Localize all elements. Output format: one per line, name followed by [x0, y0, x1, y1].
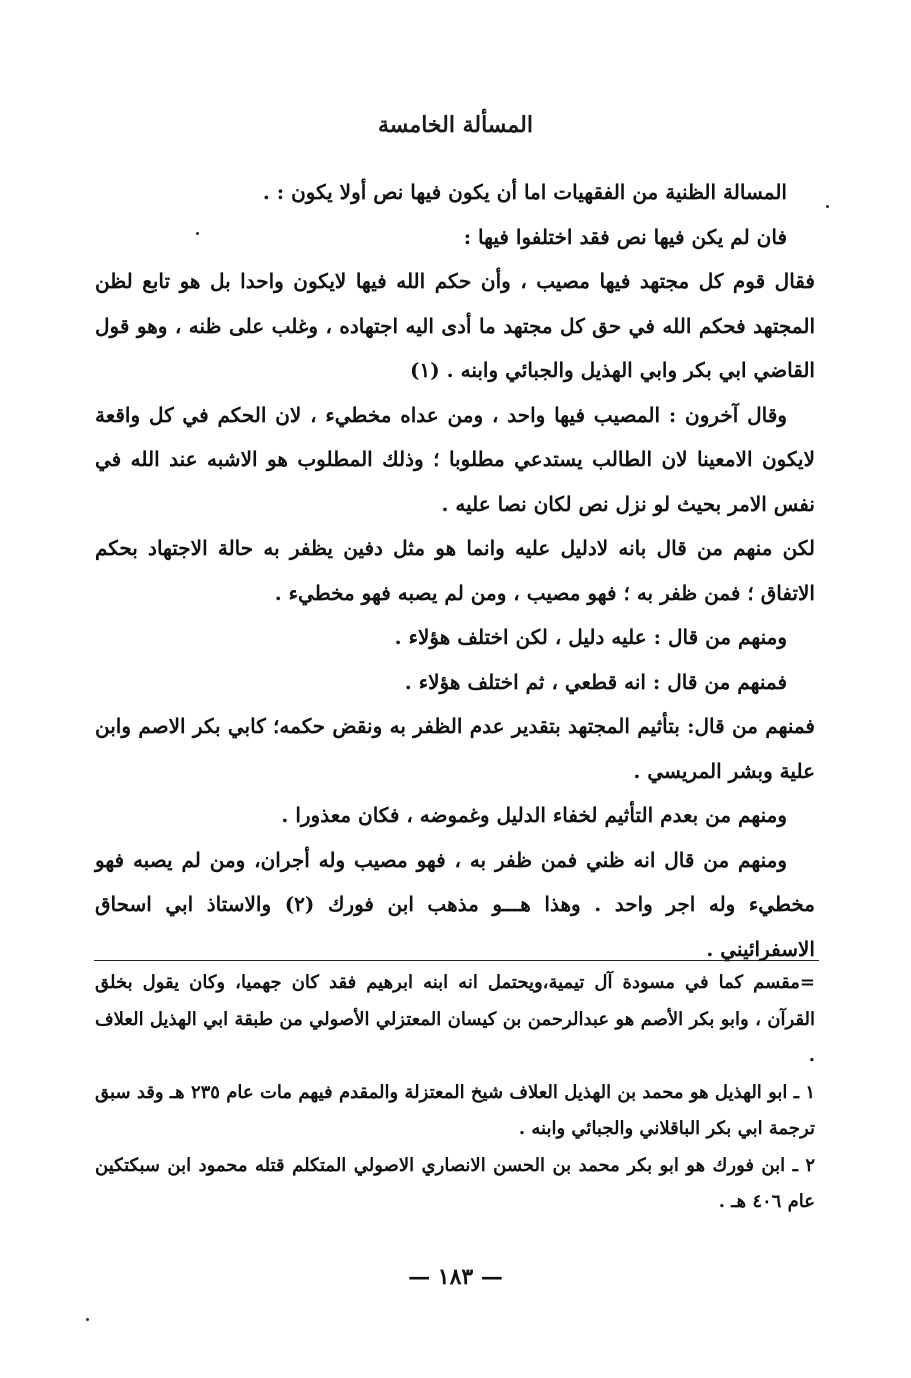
paragraph: المسالة الظنية من الفقهيات اما أن يكون فيها نص أولا يكون : .: [262, 180, 787, 204]
page-number: — ١٨٣ —: [408, 1264, 503, 1290]
footnote: ٢ ـ ابن فورك هو ابو بكر محمد بن الحسن الانصاري الاصولي المتكلم قتله محمود ابن سبكتكين عام ٤٠٦ هـ .: [95, 1154, 815, 1212]
footnote: =مقسم كما في مسودة آل تيمية،ويحتمل انه ابنه ابرهيم فقد كان جهميا، وكان يقول بخلق القرآن ، وابو بكر الأصم هو عبدالرحمن بن كيسان المعتزلي الأصولي من طبقة ابي الهذيل العلاف .: [95, 972, 815, 1066]
paragraph: ومنهم من قال انه ظني فمن ظفر به ، فهو مصيب وله أجران، ومن لم يصبه فهو مخطيء وله اجر واحد . وهذا هـــو مذهب ابن فورك (٢) والاستاذ ابي اسحاق الاسفرائيني .: [95, 847, 815, 961]
paragraph: ومنهم من قال : عليه دليل ، لكن اختلف هؤلاء .: [394, 625, 787, 649]
scan-speck: [826, 205, 829, 208]
main-text: [95, 170, 815, 971]
footnote: ١ ـ ابو الهذيل هو محمد بن الهذيل العلاف شيخ المعتزلة والمقدم فيهم مات عام ٢٣٥ هـ وقد سبق ترجمة ابي بكر الباقلاني والجبائي وابنه .: [95, 1081, 815, 1139]
scan-speck: [196, 232, 199, 235]
paragraph: فمنهم من قال: بتأثيم المجتهد بتقدير عدم الظفر به ونقض حكمه؛ كابي بكر الاصم وابن علية وبشر المريسي .: [95, 714, 815, 783]
running-title: المسألة الخامسة: [378, 112, 533, 138]
paragraph: وقال آخرون : المصيب فيها واحد ، ومن عداه مخطيء ، لان الحكم في كل واقعة لايكون الامعينا لان الطالب يستدعي مطلوبا ؛ وذلك المطلوب هو الاشبه عند الله في نفس الامر بحيث لو نزل نص لكان نصا عليه .: [95, 402, 815, 516]
paragraph: فقال قوم كل مجتهد فيها مصيب ، وأن حكم الله فيها لايكون واحدا بل هو تابع لظن المجتهد فحكم الله في حق كل مجتهد ما أدى اليه اجتهاده ، وغلب على ظنه ، وهو قول القاضي ابي بكر وابي الهذيل والجبائي وابنه . (١): [95, 269, 815, 382]
footnotes: [95, 965, 815, 1221]
paragraph: ومنهم من بعدم التأثيم لخفاء الدليل وغموضه ، فكان معذورا .: [281, 803, 787, 827]
paragraph: لكن منهم من قال بانه لادليل عليه وانما هو مثل دفين يظفر به حالة الاجتهاد بحكم الاتفاق ؛ فمن ظفر به ؛ فهو مصيب ، ومن لم يصبه فهو مخطيء .: [95, 536, 815, 605]
scan-speck: [86, 1318, 89, 1321]
paragraph: فمنهم من قال : انه قطعي ، ثم اختلف هؤلاء .: [404, 669, 787, 694]
paragraph: فان لم يكن فيها نص فقد اختلفوا فيها :: [463, 224, 787, 249]
footnote-separator: [94, 960, 819, 961]
